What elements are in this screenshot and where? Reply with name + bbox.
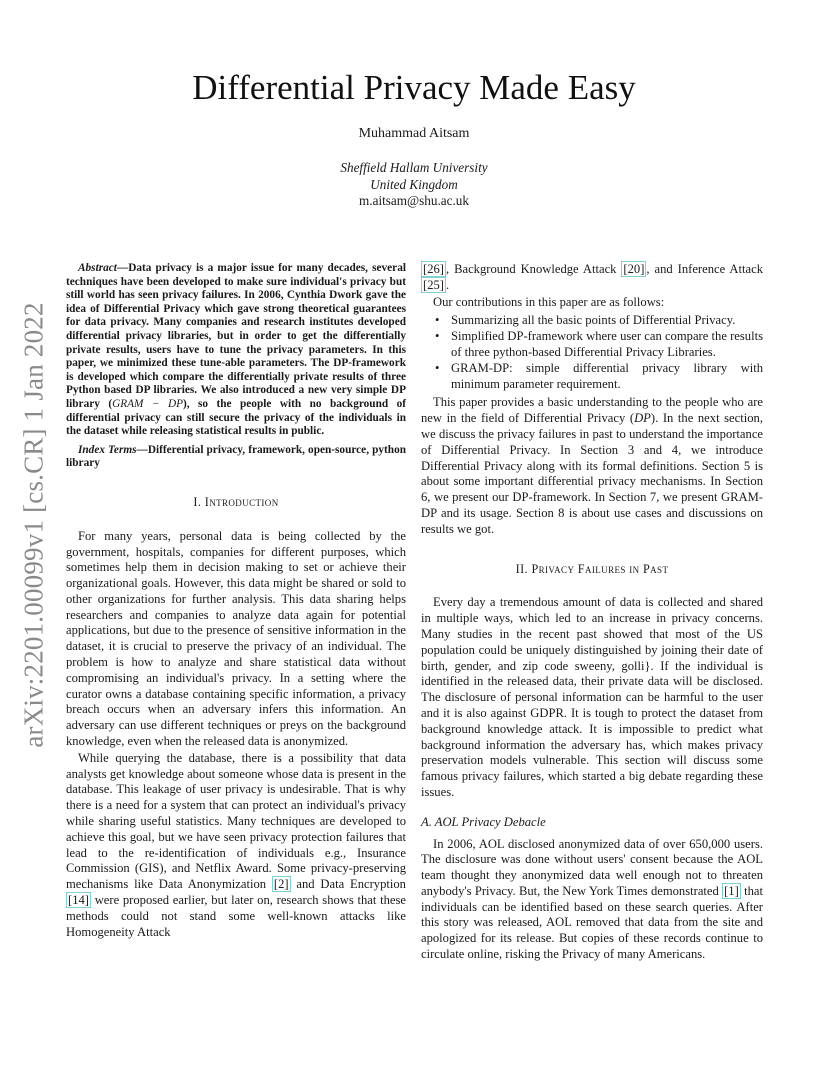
author-affiliation [0, 160, 828, 210]
section-heading-privacy-failures: II. Privacy Failures in Past [515, 561, 669, 576]
index-terms-label: Index Terms [78, 443, 137, 456]
index-terms-text: Differential privacy, framework, open-source, python library [66, 443, 407, 470]
inline-math: DP [634, 411, 651, 426]
citation-link[interactable]: [2] [273, 877, 289, 892]
section-heading-introduction: I. Introduction [193, 494, 279, 509]
abstract-math: GRAM − DP [112, 397, 184, 410]
citation-link[interactable]: [1] [724, 883, 739, 898]
list-item: • Summarizing all the basic points of Differential Privacy. [451, 313, 763, 329]
arxiv-identifier-text: arXiv:2201.00099v1 [cs.CR] 1 Jan 2022 [18, 302, 49, 748]
aol-paragraph: In 2006, AOL disclosed anonymized data of over 650,000 users. The disclosure was done without users' consent because the AOL team thought they anonymized data well enough not to threaten anybody's Privacy. But, the New York Times demonstrated [1] that individuals can be identified based on these search queries. After this story was released, AOL removed that data from the site and apologized for its release. But copies of these records continue to circulate online, risking the Privacy of many Americans. [421, 836, 763, 962]
citation-link[interactable]: [20] [623, 262, 645, 276]
intro-paragraph-1: For many years, personal data is being collected by the government, hospitals, companies for different purposes, which sometimes help them in decision making to set or achieve their organizational goals. However, this data might be shared or sold to other organizations for further analysis. This data sharing helps researchers and companies to analyze data again for potential applications, but due to the presence of sensitive information in the dataset, it is crucial to preserve the privacy of an individual. The problem is how to analyze and share statistical data without compromising an individual's privacy. In a setting where the curator owns a database containing specific information, a privacy breach occurs when an adversary infers this information. An adversary can use different techniques or preys on the background knowledge, even when the released data is anonymized. [66, 528, 406, 749]
abstract-text-2: ), so the people with no background of differential privacy can still secure the privacy of the individuals in the dataset while releasing statistical results in public. [66, 397, 406, 438]
paper-overview-paragraph: This paper provides a basic understanding to the people who are new in the field of Differential Privacy (DP). In the next section, we discuss the privacy failures in past to understand the importance of Differential Privacy. In Section 3 and 4, we introduce Differential Privacy along with its formal definitions. Section 5 is about some important differential privacy mechanisms. In Section 6, we present our DP-framework. In Section 7, we present GRAM-DP and its usage. Section 8 is about use cases and discussions on results we got. [421, 395, 763, 536]
abstract: Abstract—Data privacy is a major issue for many decades, several techniques have been developed to make sure individual's privacy but still world has seen privacy failures. In 2006, Cynthia Dwork gave the idea of Differential Privacy which gave strong theoretical guarantees for data privacy. Many companies and research institutes developed differential privacy libraries, but in order to get the differentially private results, users have to tune the privacy parameters. In this paper, we minimized these tune-able parameters. The DP-framework is developed which compare the differentially private results of three Python based DP libraries. We also introduced a new very simple DP library (GRAM − DP), so the people with no background of differential privacy can still secure the privacy of the individuals in the dataset while releasing statistical results in public. [66, 262, 406, 438]
list-item: • GRAM-DP: simple differential privacy library with minimum parameter requirement. [451, 361, 763, 393]
paper-title: Differential Privacy Made Easy [192, 68, 636, 107]
arxiv-identifier-stamp[interactable] [14, 290, 54, 760]
subsection-heading-aol: A. AOL Privacy Debacle [421, 814, 546, 829]
author-name: Muhammad Aitsam [358, 126, 470, 141]
abstract-text-1: Data privacy is a major issue for many decades, several techniques have been developed to make sure individual's privacy but still world has seen privacy failures. In 2006, Cynthia Dwork gave the idea of Differential Privacy which gave strong theoretical guarantees for data privacy. Many companies and research institutes developed differential privacy libraries, but in order to get the differentially private results, users have to tune the privacy parameters. In this paper, we minimized these tune-able parameters. The DP-framework is developed which compare the differentially private results of three Python based DP libraries. We also introduced a new very simple DP library ( [66, 262, 406, 410]
citation-link[interactable]: [25] [423, 277, 444, 292]
citation-link[interactable]: [26] [423, 262, 444, 276]
abstract-label: Abstract [78, 262, 117, 274]
index-terms: Index Terms—Differential privacy, framework, open-source, python library [66, 443, 407, 470]
intro-paragraph-2: While querying the database, there is a possibility that data analysts get knowledge about someone whose data is present in the database. This leakage of user privacy is undesirable. That is why there is a need for a system that can protect an individual's privacy while sharing useful statistics. Many techniques are developed to achieve this goal, but we have seen privacy protection failures that lead to the re-identification of individuals e.g., Insurance Commission (GIS), and Netflix Award. Some privacy-preserving mechanisms like Data Anonymization [2] and Data Encryption [14] were proposed earlier, but later on, research shows that these methods could not stand some well-known attacks like Homogeneity Attack [66, 750, 406, 939]
citation-link[interactable]: [14] [68, 893, 89, 908]
affiliation-country: United Kingdom [370, 176, 458, 192]
author-email[interactable]: m.aitsam@shu.ac.uk [359, 193, 469, 208]
affiliation-university: Sheffield Hallam University [340, 160, 488, 175]
right-column [421, 262, 763, 964]
left-column [66, 262, 406, 941]
contributions-intro: Our contributions in this paper are as follows: [433, 294, 665, 309]
contributions-list [421, 313, 763, 392]
intro-paragraph-2-continued: [26] , Background Knowledge Attack [20] , and Inference Attack [25] . [423, 262, 763, 292]
list-item: • Simplified DP-framework where user can compare the results of three python-based Differential Privacy Libraries. [451, 329, 763, 361]
privacy-failures-paragraph: Every day a tremendous amount of data is collected and shared in multiple ways, which led to an increase in privacy concerns. Many studies in the recent past showed that most of the US population could be uniquely distinguished by joining their date of birth, gender, and zip code sweeny, golli}. If the individual is identified in the released data, their private data will be disclosed. The disclosure of personal information can be harmful to the user and it is also against GDPR. It is tough to protect the dataset from background knowledge attack. It is impossible to predict what background information the adversary has, which makes privacy preservation models vulnerable. This section will discuss some famous privacy failures, which started a big debate regarding these issues. [421, 595, 763, 799]
